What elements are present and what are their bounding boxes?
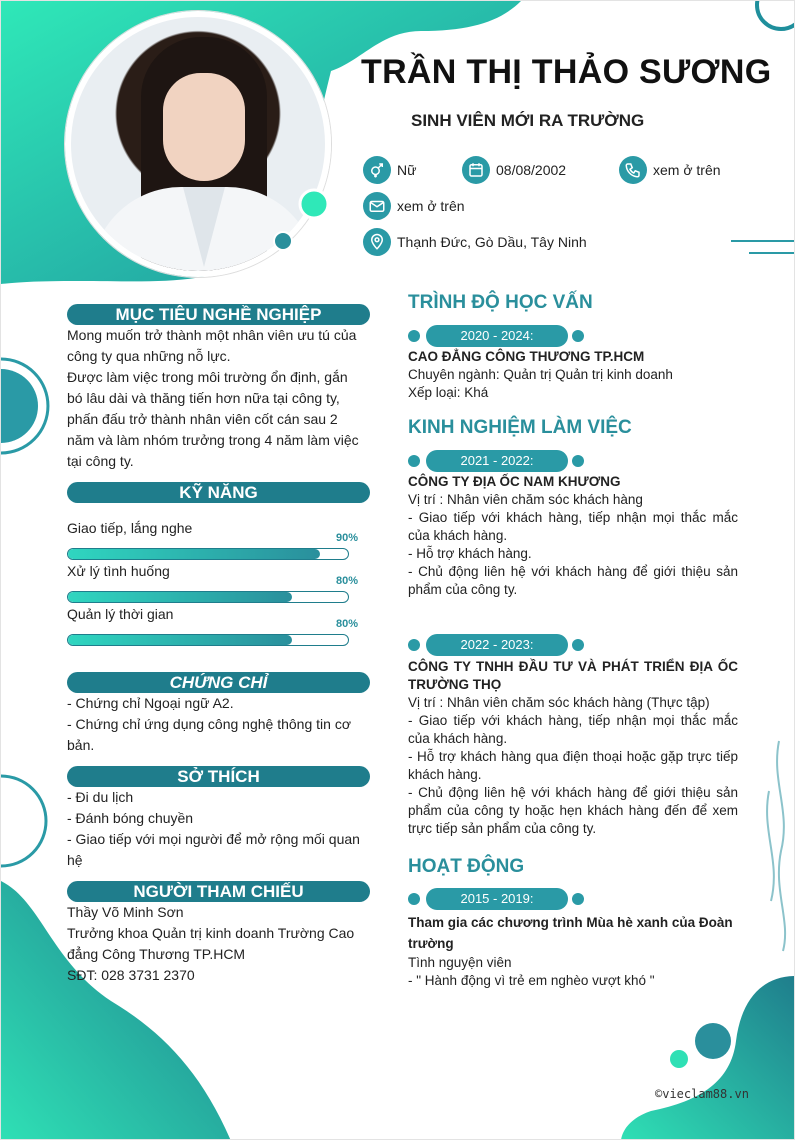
activity-role: Tình nguyện viên bbox=[408, 955, 512, 970]
job-line: - Giao tiếp với khách hàng, tiếp nhận mọi thắc mắc của khách hàng. bbox=[408, 510, 738, 543]
birthday-value: 08/08/2002 bbox=[496, 162, 567, 178]
company-name: CÔNG TY ĐỊA ỐC NAM KHƯƠNG bbox=[408, 474, 621, 489]
education-heading: TRÌNH ĐỘ HỌC VẤN bbox=[408, 292, 593, 313]
phone-info bbox=[619, 156, 721, 184]
school-name: CAO ĐẲNG CÔNG THƯƠNG TP.HCM bbox=[408, 349, 645, 364]
activity-desc: - " Hành động vì trẻ em nghèo vượt khó " bbox=[408, 973, 655, 988]
certificates-heading: CHỨNG CHỈ bbox=[67, 672, 370, 693]
references-heading: NGƯỜI THAM CHIẾU bbox=[67, 881, 370, 902]
education-details bbox=[408, 348, 738, 402]
address-info bbox=[363, 228, 587, 256]
objective-text bbox=[67, 325, 367, 472]
activity-title: Tham gia các chương trình Mùa hè xanh của Đoàn trường bbox=[408, 915, 733, 951]
reference-line: SĐT: 028 3731 2370 bbox=[67, 967, 195, 983]
profile-photo bbox=[65, 11, 331, 277]
certificates-list bbox=[67, 693, 367, 756]
job-line: - Chủ động liên hệ với khách hàng để giới thiệu sản phẩm của công ty. bbox=[408, 564, 738, 597]
education-grade: Xếp loại: Khá bbox=[408, 385, 489, 400]
skill-name: Xử lý tình huống bbox=[67, 563, 170, 579]
skill-bar-fill bbox=[68, 592, 292, 602]
experience-heading: KINH NGHIỆM LÀM VIỆC bbox=[408, 417, 632, 438]
company-name: CÔNG TY TNHH ĐẦU TƯ VÀ PHÁT TRIỂN ĐỊA ỐC TRƯỜNG THỌ bbox=[408, 659, 738, 692]
job-line: Vị trí : Nhân viên chăm sóc khách hàng (Thực tập) bbox=[408, 695, 710, 710]
skill-name: Giao tiếp, lắng nghe bbox=[67, 520, 193, 536]
job-details bbox=[408, 658, 738, 838]
list-item: - Đánh bóng chuyền bbox=[67, 810, 194, 826]
gender-value: Nữ bbox=[397, 162, 417, 178]
phone-icon bbox=[619, 156, 647, 184]
skill-percent: 90% bbox=[336, 532, 359, 544]
birthday-info bbox=[462, 156, 566, 184]
references-text bbox=[67, 902, 367, 986]
skill-bar bbox=[67, 548, 349, 560]
skill-percent: 80% bbox=[336, 575, 359, 587]
skill-bar-fill bbox=[68, 635, 292, 645]
location-pin-icon bbox=[363, 228, 391, 256]
mail-icon bbox=[363, 192, 391, 220]
job-line: - Hỗ trợ khách hàng qua điện thoại hoặc gặp trực tiếp khách hàng. bbox=[408, 749, 738, 782]
hobbies-list bbox=[67, 787, 367, 871]
job-date: 2021 - 2022: bbox=[408, 450, 584, 472]
skill-name: Quản lý thời gian bbox=[67, 606, 174, 622]
email-info bbox=[363, 192, 465, 220]
hobbies-heading: SỞ THÍCH bbox=[67, 766, 370, 787]
job-date: 2022 - 2023: bbox=[408, 634, 584, 656]
skill-bar-fill bbox=[68, 549, 320, 559]
job-line: Vị trí : Nhân viên chăm sóc khách hàng bbox=[408, 492, 643, 507]
skill-bar bbox=[67, 591, 349, 603]
top-right-ring bbox=[757, 1, 795, 29]
gender-icon bbox=[363, 156, 391, 184]
skill-bar bbox=[67, 634, 349, 646]
job-details bbox=[408, 473, 738, 599]
objective-line: Được làm việc trong môi trường ổn định, gắn bó lâu dài và thăng tiến hơn nữa tại công ty, phấn đấu trở thành nhân viên cốt cán sau 2 năm và làm nhóm trưởng trong 4 năm làm việc tại công ty. bbox=[67, 369, 359, 469]
activity-date: 2015 - 2019: bbox=[408, 888, 584, 910]
copyright-text: ©vieclam88.vn bbox=[655, 1087, 749, 1101]
job-line: - Hỗ trợ khách hàng. bbox=[408, 546, 532, 561]
skills-heading: KỸ NĂNG bbox=[67, 482, 370, 503]
activities-heading: HOẠT ĐỘNG bbox=[408, 856, 525, 877]
candidate-name: TRẦN THỊ THẢO SƯƠNG bbox=[361, 53, 772, 91]
phone-value: xem ở trên bbox=[653, 162, 721, 178]
job-line: - Giao tiếp với khách hàng, tiếp nhận mọi thắc mắc của khách hàng. bbox=[408, 713, 738, 746]
education-major: Chuyên ngành: Quản trị Quản trị kinh doanh bbox=[408, 367, 673, 382]
candidate-title: SINH VIÊN MỚI RA TRƯỜNG bbox=[411, 111, 645, 130]
list-item: - Chứng chỉ ứng dụng công nghệ thông tin cơ bản. bbox=[67, 716, 351, 753]
reference-line: Trưởng khoa Quản trị kinh doanh Trường Cao đẳng Công Thương TP.HCM bbox=[67, 925, 355, 962]
address-value: Thạnh Đức, Gò Dầu, Tây Ninh bbox=[397, 234, 587, 250]
activity-details bbox=[408, 912, 738, 990]
email-value: xem ở trên bbox=[397, 198, 465, 214]
objective-line: Mong muốn trở thành một nhân viên ưu tú của công ty qua những nỗ lực. bbox=[67, 327, 357, 364]
list-item: - Giao tiếp với mọi người để mở rộng mối quan hệ bbox=[67, 831, 360, 868]
skill-percent: 80% bbox=[336, 618, 359, 630]
reference-line: Thầy Võ Minh Sơn bbox=[67, 904, 184, 920]
education-date: 2020 - 2024: bbox=[408, 325, 584, 347]
calendar-icon bbox=[462, 156, 490, 184]
list-item: - Đi du lịch bbox=[67, 789, 134, 805]
gender-info bbox=[363, 156, 416, 184]
list-item: - Chứng chỉ Ngoại ngữ A2. bbox=[67, 695, 234, 711]
job-line: - Chủ động liên hệ với khách hàng để giới thiệu sản phẩm của công ty hoặc hẹn khách hàng đến để xem trực tiếp sản phẩm của công ty. bbox=[408, 785, 738, 836]
objective-heading: MỤC TIÊU NGHỀ NGHIỆP bbox=[67, 304, 370, 325]
